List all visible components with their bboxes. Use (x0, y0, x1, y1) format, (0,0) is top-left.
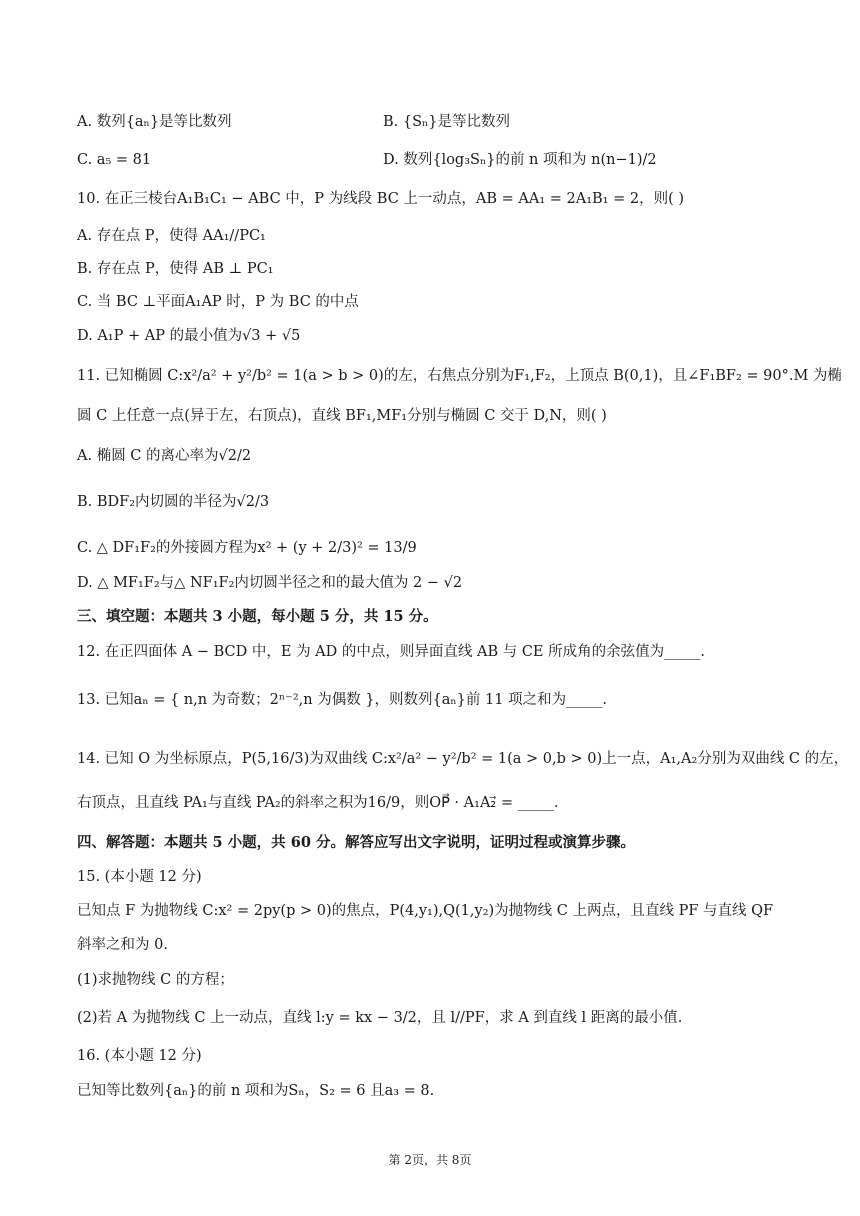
q12: 12. 在正四面体 A − BCD 中，E 为 AD 的中点，则异面直线 AB 与 CE 所成角的余弦值为_____. (77, 644, 705, 660)
q15-part-2: (2)若 A 为抛物线 C 上一动点，直线 l:y = kx − 3/2，且 l//PF，求 A 到直线 l 距离的最小值. (77, 1010, 683, 1026)
q15-title: 15. (本小题 12 分) (77, 869, 202, 885)
q10-option-b: B. 存在点 P，使得 AB ⊥ PC₁ (77, 261, 274, 277)
q15-stem-line-1: 已知点 F 为抛物线 C:x² = 2py(p > 0)的焦点，P(4,y₁),Q(1,y₂)为抛物线 C 上两点，且直线 PF 与直线 QF (77, 903, 774, 919)
q10-option-a: A. 存在点 P，使得 AA₁//PC₁ (77, 228, 266, 244)
page-footer: 第 2页，共 8页 (388, 1153, 472, 1167)
q9-option-b: B. {Sₙ}是等比数列 (383, 114, 511, 130)
q11-stem-line-2: 圆 C 上任意一点(异于左，右顶点)，直线 BF₁,MF₁分别与椭圆 C 交于 D,N，则( ) (77, 408, 607, 424)
q11-stem-line-1: 11. 已知椭圆 C:x²/a² + y²/b² = 1(a > b > 0)的左，右焦点分别为F₁,F₂，上顶点 B(0,1)，且∠F₁BF₂ = 90°.M 为椭 (77, 368, 842, 384)
q15-part-1: (1)求抛物线 C 的方程； (77, 972, 234, 988)
q11-option-c: C. △ DF₁F₂的外接圆方程为x² + (y + 2/3)² = 13/9 (77, 540, 417, 556)
q10-option-d: D. A₁P + AP 的最小值为√3 + √5 (77, 328, 301, 344)
q9-option-c: C. a₅ = 81 (77, 152, 152, 168)
q11-option-d: D. △ MF₁F₂与△ NF₁F₂内切圆半径之和的最大值为 2 − √2 (77, 575, 463, 591)
q11-option-a: A. 椭圆 C 的离心率为√2/2 (77, 448, 252, 464)
q13: 13. 已知aₙ = { n,n 为奇数；2ⁿ⁻²,n 为偶数 }，则数列{aₙ}前 11 项之和为_____. (77, 692, 607, 708)
q16-title: 16. (本小题 12 分) (77, 1048, 202, 1064)
q9-option-d: D. 数列{log₃Sₙ}的前 n 项和为 n(n−1)/2 (383, 152, 657, 168)
q14-line-1: 14. 已知 O 为坐标原点，P(5,16/3)为双曲线 C:x²/a² − y²/b² = 1(a > 0,b > 0)上一点，A₁,A₂分别为双曲线 C 的左， (77, 751, 849, 767)
q11-option-b: B. BDF₂内切圆的半径为√2/3 (77, 494, 270, 510)
q10-stem: 10. 在正三棱台A₁B₁C₁ − ABC 中，P 为线段 BC 上一动点，AB = AA₁ = 2A₁B₁ = 2，则( ) (77, 191, 685, 207)
q10-option-c: C. 当 BC ⊥平面A₁AP 时，P 为 BC 的中点 (77, 294, 359, 310)
q16-stem: 已知等比数列{aₙ}的前 n 项和为Sₙ，S₂ = 6 且a₃ = 8. (77, 1083, 435, 1099)
q9-option-a: A. 数列{aₙ}是等比数列 (77, 114, 232, 130)
section-4-heading: 四、解答题：本题共 5 小题，共 60 分。解答应写出文字说明，证明过程或演算步骤。 (77, 834, 635, 851)
q14-line-2: 右顶点，且直线 PA₁与直线 PA₂的斜率之积为16/9，则OP⃗ · A₁A₂⃗ = _____. (77, 795, 559, 811)
q15-stem-line-2: 斜率之和为 0. (77, 937, 168, 953)
section-3-heading: 三、填空题：本题共 3 小题，每小题 5 分，共 15 分。 (77, 608, 438, 625)
